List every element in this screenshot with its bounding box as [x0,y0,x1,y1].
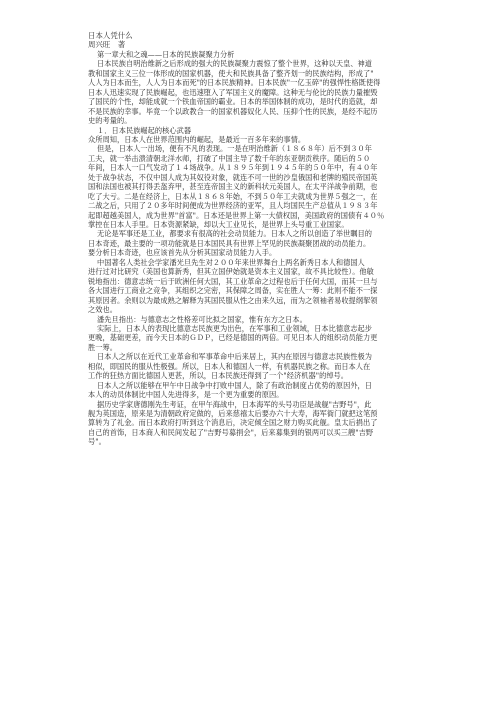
text-line: 日本民族自明治维新之后形成的强大的民族凝聚力震惊了整个世界，这种以天皇、神道 [97,59,373,69]
document-author: 周兴旺 著 [88,40,126,50]
text-line: 据历史学家唐德刚先生考证，在甲午海战中，日本海军的头号功臣是战舰"吉野号"，此 [97,399,372,409]
text-line: 年间，日本人一口气发动了１４场战争。从１８９５年到１９４５年的５０年中，有４０年 [88,163,378,173]
text-line: 不是民族的幸事。毕竟一个以政教合一的国家机器奴化人民、压抑个性的民族，是经不起历 [88,106,378,116]
text-line: 中国著名人类社会学家潘光旦先生对２００年来世界舞台上两名新秀日本人和德国人 [97,257,365,267]
text-line: 无论是军事还是工业，都要求有很高的社会动员能力。日本人之所以创造了举世瞩目的 [97,229,373,239]
text-line: 人人为日本而生，人人为日本而死"的日本民族精神。日本民族"一亿玉碎"的强悍性格既使得 [88,78,381,88]
text-line: 众所周知，日本人在世界范围内的崛起，是最近一百多年来的事情。 [88,134,306,144]
text-line: 更晚，基础更差，而今天日本的ＧＤＰ，已经是德国的两倍。可见日本人的组织动员能力更 [88,333,378,343]
text-line: 算转为了礼金。而日本政府打听到这个消息后，决定倾全国之财力购买此舰。皇太后捐出了 [88,418,378,428]
text-line: 号"。 [88,437,106,447]
text-line: 之效也。 [88,305,117,315]
text-line: 各大国进行工商业之竞争，其组织之完密，其保障之周备，实在胜人一筹：此则不能不一探 [88,286,378,296]
text-line: 教和国家主义三位一体形成的国家机器，使大和民族具备了整齐划一的民族结构，形成了" [88,68,374,78]
text-line: 舰为英国造，原来是为清朝政府定做的，后来慈禧太后要办六十大寿，海军衙门就把这笔预 [88,409,378,418]
text-line: 工作的狂热方面比德国人更甚，所以，日本民族还得到了一个"经济机器"的绰号。 [88,371,349,381]
text-line: １．日本民族崛起的核心武器 [97,125,192,135]
text-line: 二战之后，只用了２０多年时间便成为世界经济的亚军，且人均国民生产总值从１９８３年 [88,201,378,211]
text-line: 国和法国也被其打得丢盔弃甲，甚至连帝国主义的新科状元美国人，在太平洋战争前期，也 [88,182,378,192]
text-line: 要分析日本奇迹，也应该首先从分析其国家动员能力入手。 [88,248,277,258]
text-line: 日本人之所以在近代工业革命和军事革命中后来居上，其内在原因与德意志民族性极为 [97,352,373,362]
text-line: 日本奇迹，最主要的一项功能就是日本国民具有世界上罕见的民族凝聚团战的动员能力。 [88,238,371,248]
text-line: 胜一筹。 [88,342,117,352]
text-line: 自己的首饰，日本商人和民间发起了"吉野号募捐会"，后来募集到的银两可以买三艘"吉野 [88,427,374,437]
document-title: 日本人凭什么 [88,31,133,40]
text-line: 日本人之所以能够在甲午中日战争中打败中国人，除了有政治制度占优势的原因外，日 [97,380,373,390]
text-line: 进行过对比研究（美国也算新秀，但其立国伊始就是资本主义国家，故不具比较性）。他敏 [88,267,374,277]
text-line: 第一章大和之魂——日本的民族凝聚力分析 [97,49,235,59]
text-line: 潘先旦指出：与德意志之性格差可比拟之国家，惟有东方之日本。 [97,314,307,324]
text-line: 本人的动员体制比中国人先进得多，是一个更为重要的原因。 [88,390,284,400]
text-line: 了国民的个性，却能成就一个铁血帝国的霸业。日本的举国体制的成功，是时代的造就，却 [88,97,378,107]
text-line: 日本人迅速实现了民族崛起，也迅速堕入了军国主义的魔障。这种无与伦比的民族力量摧毁 [88,87,378,97]
text-line: 锐地指出：德意志统一后于欧洲任何大国，其工业革命之过程也后于任何大国，而其一旦与 [88,276,378,286]
text-line: 其原因者。余则以为最成熟之解释为其国民服从性之由来久远，而为之领袖者易收提纲挈领 [88,295,378,305]
text-line: 吃了大亏。二是在经济上，日本从１８６８年始，不到５０年工夫就成为世界５强之一，在 [88,191,378,201]
text-line: 起即超越美国人，成为世界"首富"。日本还是世界上第一大债权国，美国政府的国债有４０％ [88,210,385,220]
text-line: 掌控在日本人手里。日本资源紧缺，却以大工业见长，是世界上头号重工业国家。 [88,220,349,229]
text-line: 处于战争状态，不仅中国人成为其奴役对象，就连不可一世的沙皇俄国和老牌的殖民帝国英 [88,172,378,182]
text-line: 史的考量的。 [88,116,132,126]
text-line: 相似，即国民的服从性极强。所以，日本人和德国人一样，有机器民族之称。而日本人在 [88,361,371,371]
text-line: 但是，日本人一出场，便有不凡的表现。一是在明治维新（１８６８年）后不到３０年 [97,144,373,154]
text-line: 工夫，就一举击溃清朝北洋水师，打破了中国主导了数千年的东亚朝贡秩序。随后的５０ [88,153,371,163]
text-line: 实际上，日本人的表现比德意志民族更为出色，在军事和工业领域，日本比德意志起步 [97,323,373,333]
